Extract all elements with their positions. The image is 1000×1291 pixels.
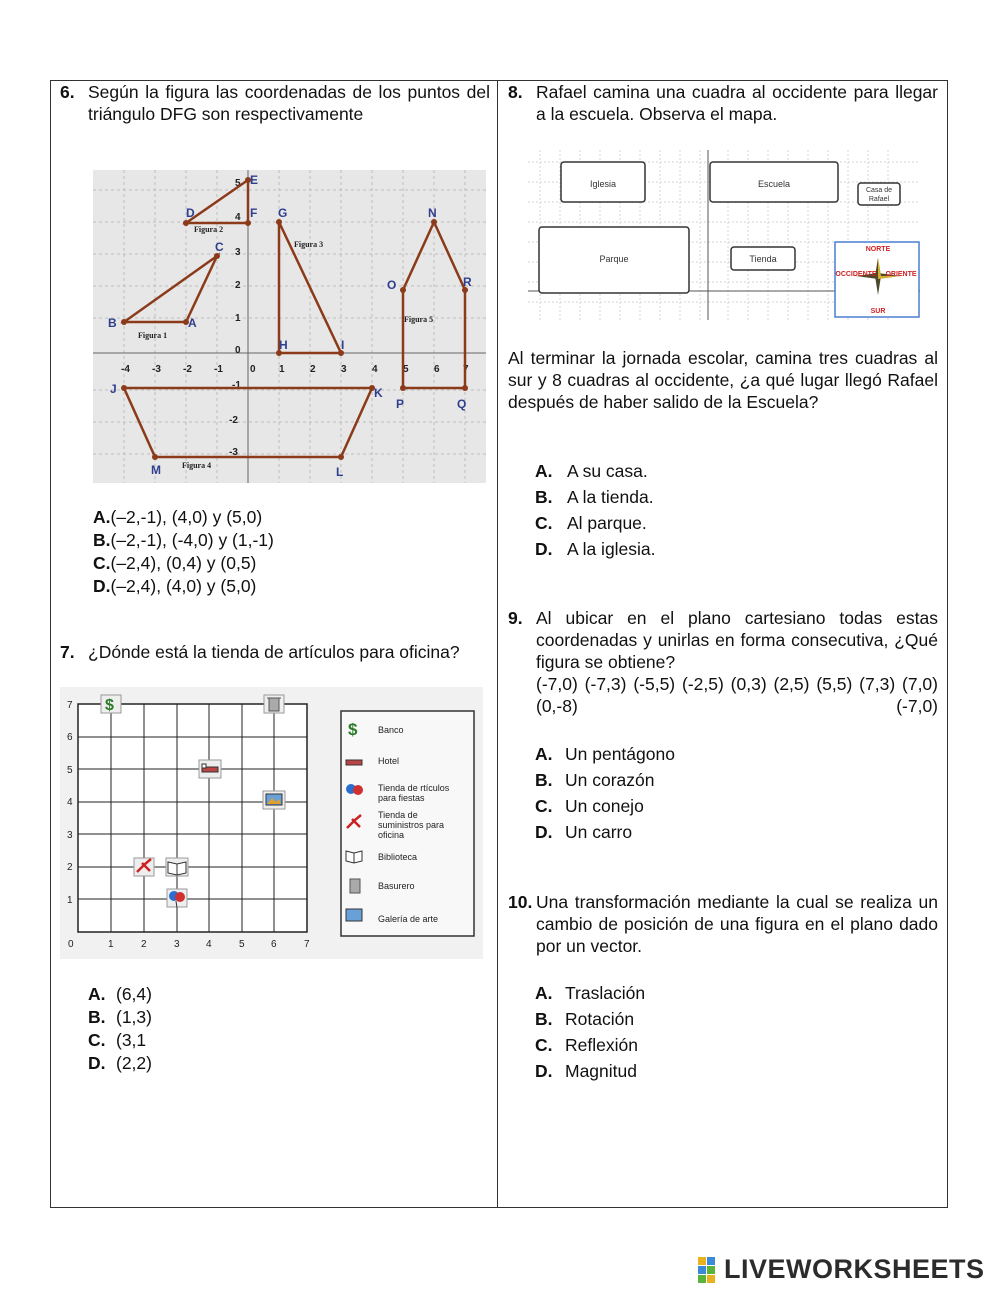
figure-label: Figura 2 — [194, 225, 224, 234]
hotel-icon — [199, 760, 221, 778]
option-text: A su casa. — [567, 461, 648, 481]
y-tick: 5 — [235, 178, 241, 189]
option-letter: B. — [88, 1007, 106, 1027]
legend-label: Tienda de rtículos para fiestas — [378, 783, 450, 803]
option-letter: D. — [535, 822, 553, 842]
question-9 — [508, 607, 938, 717]
option-text: Reflexión — [565, 1035, 638, 1055]
option-text: (2,2) — [116, 1053, 152, 1073]
point-label: D — [186, 206, 195, 220]
option-letter: A. — [88, 984, 106, 1004]
option-c[interactable] — [88, 1029, 388, 1052]
y-tick: 2 — [67, 862, 73, 873]
legend-label: Banco — [378, 725, 404, 735]
x-tick: 2 — [141, 939, 147, 950]
option-text: Traslación — [565, 983, 646, 1003]
option-letter: B. — [535, 770, 553, 790]
y-tick: 0 — [235, 345, 241, 356]
x-tick: -1 — [214, 364, 223, 375]
compass-norte: NORTE — [865, 246, 891, 253]
option-letter: D. — [535, 1061, 553, 1081]
x-tick: 5 — [239, 939, 245, 950]
option-a[interactable] — [535, 741, 835, 767]
option-text: Al parque. — [567, 513, 647, 533]
option-a[interactable] — [93, 506, 493, 529]
map-label-rafael: Rafael — [868, 196, 890, 203]
question-10-options — [535, 980, 835, 1084]
point-label: L — [336, 465, 344, 479]
map-label-iglesia: Iglesia — [589, 179, 617, 189]
compass-oriente: ORIENTE — [885, 271, 917, 278]
option-text: Un carro — [565, 822, 633, 842]
option-a[interactable] — [535, 980, 835, 1006]
option-letter: C. — [535, 796, 553, 816]
option-c[interactable] — [93, 552, 493, 575]
map-label-casa: Casa de — [865, 187, 893, 194]
question-7-text: ¿Dónde está la tienda de artículos para oficina? — [88, 642, 460, 662]
point-label: H — [279, 338, 288, 352]
question-7 — [60, 641, 490, 663]
map-label-escuela: Escuela — [757, 179, 791, 189]
option-text: (–2,4), (0,4) y (0,5) — [110, 553, 257, 573]
option-c[interactable] — [535, 510, 835, 536]
x-tick: 7 — [304, 939, 310, 950]
option-letter: B. — [535, 1009, 553, 1029]
option-d[interactable] — [535, 536, 835, 562]
y-tick: 1 — [67, 895, 73, 906]
bank-icon — [101, 695, 121, 714]
option-b[interactable] — [93, 529, 493, 552]
x-tick: 3 — [174, 939, 180, 950]
option-letter: B. — [93, 530, 111, 550]
figure-label: Figura 1 — [138, 331, 168, 340]
figure-label: Figura 3 — [294, 240, 324, 249]
option-letter: C. — [535, 1035, 553, 1055]
party-store-icon — [167, 889, 187, 908]
y-tick: 4 — [67, 797, 73, 808]
y-tick: -1 — [232, 380, 241, 391]
option-text: A la iglesia. — [567, 539, 656, 559]
question-9-number: 9. — [508, 608, 523, 628]
option-text: (–2,-1), (4,0) y (5,0) — [110, 507, 263, 527]
option-text: A la tienda. — [567, 487, 654, 507]
figure-label: Figura 5 — [404, 315, 434, 324]
x-tick: 5 — [403, 364, 409, 375]
option-text: Un corazón — [565, 770, 655, 790]
x-tick: 2 — [310, 364, 316, 375]
point-label: R — [463, 275, 472, 289]
question-10 — [508, 891, 938, 957]
option-a[interactable] — [535, 458, 835, 484]
option-letter: A. — [535, 983, 553, 1003]
question-9-text: Al ubicar en el plano cartesiano todas estas coordenadas y unirlas en forma consecutiva, ¿Qué figura se obtiene? — [536, 608, 938, 672]
svg-text:$: $ — [105, 697, 114, 714]
office-supply-icon — [134, 858, 154, 876]
x-tick: 3 — [341, 364, 347, 375]
question-10-text: Una transformación mediante la cual se realiza un cambio de posición de una figura en el plano dado por un vector. — [536, 892, 938, 956]
x-tick: 1 — [279, 364, 285, 375]
x-tick: 4 — [372, 364, 378, 375]
option-text: (3,1 — [116, 1030, 147, 1050]
point-label: B — [108, 316, 117, 330]
y-tick: -3 — [229, 447, 238, 458]
option-letter: D. — [93, 576, 111, 596]
column-divider — [497, 80, 498, 1208]
x-tick: 0 — [68, 939, 74, 950]
compass-occidente: OCCIDENTE — [835, 271, 877, 278]
point-label: Q — [457, 397, 467, 411]
x-tick: 6 — [271, 939, 277, 950]
option-text: Un conejo — [565, 796, 644, 816]
point-label: P — [396, 397, 405, 411]
legend-label: Basurero — [378, 881, 415, 891]
option-text: Un pentágono — [565, 744, 675, 764]
point-label: M — [151, 463, 161, 477]
point-label: N — [428, 206, 437, 220]
question-8-number: 8. — [508, 82, 523, 102]
y-tick: 5 — [67, 765, 73, 776]
y-tick: 3 — [67, 830, 73, 841]
option-letter: D. — [535, 539, 553, 559]
point-label: I — [341, 338, 345, 352]
option-b[interactable] — [88, 1006, 388, 1029]
option-letter: A. — [535, 744, 553, 764]
figure-label: Figura 4 — [182, 461, 212, 470]
x-tick: 6 — [434, 364, 440, 375]
map-label-tienda: Tienda — [749, 254, 777, 264]
figure-1-triangle — [124, 256, 217, 322]
x-tick: 7 — [463, 364, 469, 375]
option-c[interactable] — [535, 1032, 835, 1058]
legend-label: Galería de arte — [378, 914, 439, 924]
trash-icon — [264, 695, 284, 713]
point-label: F — [250, 206, 258, 220]
question-6 — [60, 81, 490, 125]
point-label: C — [215, 240, 224, 254]
option-letter: A. — [535, 461, 553, 481]
question-8-text: Rafael camina una cuadra al occidente para llegar a la escuela. Observa el mapa. — [536, 82, 938, 124]
question-10-number: 10. — [508, 892, 533, 912]
art-gallery-icon — [346, 909, 362, 921]
option-a[interactable] — [88, 983, 388, 1006]
hotel-icon — [346, 760, 362, 765]
x-tick: 0 — [250, 364, 256, 375]
point-label: E — [250, 173, 259, 187]
liveworksheets-logo-icon — [698, 1257, 724, 1283]
question-6-options — [93, 506, 493, 598]
question-7-options — [88, 983, 388, 1075]
option-letter: C. — [88, 1030, 106, 1050]
point-label: J — [110, 382, 117, 396]
party-store-icon — [346, 784, 363, 795]
option-letter: B. — [535, 487, 553, 507]
question-8-options — [535, 458, 835, 562]
point-label: A — [188, 316, 197, 330]
x-tick: -4 — [121, 364, 130, 375]
option-text: (–2,4), (4,0) y (5,0) — [110, 576, 257, 596]
x-tick: -2 — [183, 364, 192, 375]
y-tick: 2 — [235, 280, 241, 291]
art-gallery-icon — [263, 791, 285, 809]
option-letter: A. — [93, 507, 111, 527]
library-icon — [166, 858, 188, 876]
x-tick: 1 — [108, 939, 114, 950]
trash-icon — [350, 879, 360, 893]
logo-text: LIVEWORKSHEETS — [724, 1254, 985, 1284]
option-letter: C. — [93, 553, 111, 573]
question-9-coordinates: (-7,0) (-7,3) (-5,5) (-2,5) (0,3) (2,5) (5,5) (7,3) (7,0) (0,-8) (-7,0) — [536, 674, 938, 716]
y-tick: 6 — [67, 732, 73, 743]
option-d[interactable] — [535, 819, 835, 845]
bank-icon — [348, 720, 358, 739]
option-letter: D. — [88, 1053, 106, 1073]
legend-label: Hotel — [378, 756, 400, 766]
x-tick: 4 — [206, 939, 212, 950]
point-label: K — [374, 386, 383, 400]
option-b[interactable] — [535, 484, 835, 510]
q6-coordinate-figure — [93, 170, 486, 483]
liveworksheets-logo[interactable] — [698, 1254, 985, 1285]
point-label: O — [387, 278, 397, 292]
option-text: Rotación — [565, 1009, 635, 1029]
option-b[interactable] — [535, 1006, 835, 1032]
option-b[interactable] — [535, 767, 835, 793]
y-tick: -2 — [229, 415, 238, 426]
compass-sur: SUR — [870, 308, 886, 315]
library-icon — [346, 851, 362, 863]
y-tick: 4 — [235, 212, 241, 223]
legend-label: Tienda de suministros para oficina — [378, 810, 445, 840]
question-9-options — [535, 741, 835, 845]
question-6-text: Según la figura las coordenadas de los puntos del triángulo DFG son respectivamente — [88, 82, 490, 124]
question-6-number: 6. — [60, 82, 75, 102]
q8-map — [528, 150, 920, 320]
legend-label: Biblioteca — [378, 852, 418, 862]
option-text: (6,4) — [116, 984, 152, 1004]
option-c[interactable] — [535, 793, 835, 819]
question-8-prompt: Al terminar la jornada escolar, camina tres cuadras al sur y 8 cuadras al occidente, ¿a qué lugar llegó Rafael después de haber salido de la Escuela? — [508, 348, 938, 412]
option-d[interactable] — [93, 575, 493, 598]
option-text: (–2,-1), (-4,0) y (1,-1) — [110, 530, 274, 550]
question-8 — [508, 81, 938, 125]
point-label: G — [278, 206, 288, 220]
option-letter: C. — [535, 513, 553, 533]
y-tick: 1 — [235, 313, 241, 324]
y-tick: 3 — [235, 247, 241, 258]
option-text: (1,3) — [116, 1007, 152, 1027]
option-d[interactable] — [535, 1058, 835, 1084]
option-text: Magnitud — [565, 1061, 637, 1081]
q7-city-grid — [60, 687, 483, 959]
map-label-parque: Parque — [599, 254, 629, 264]
question-7-number: 7. — [60, 642, 75, 662]
svg-text:$: $ — [348, 720, 358, 739]
y-tick: 7 — [67, 700, 73, 711]
x-tick: -3 — [152, 364, 161, 375]
option-d[interactable] — [88, 1052, 388, 1075]
